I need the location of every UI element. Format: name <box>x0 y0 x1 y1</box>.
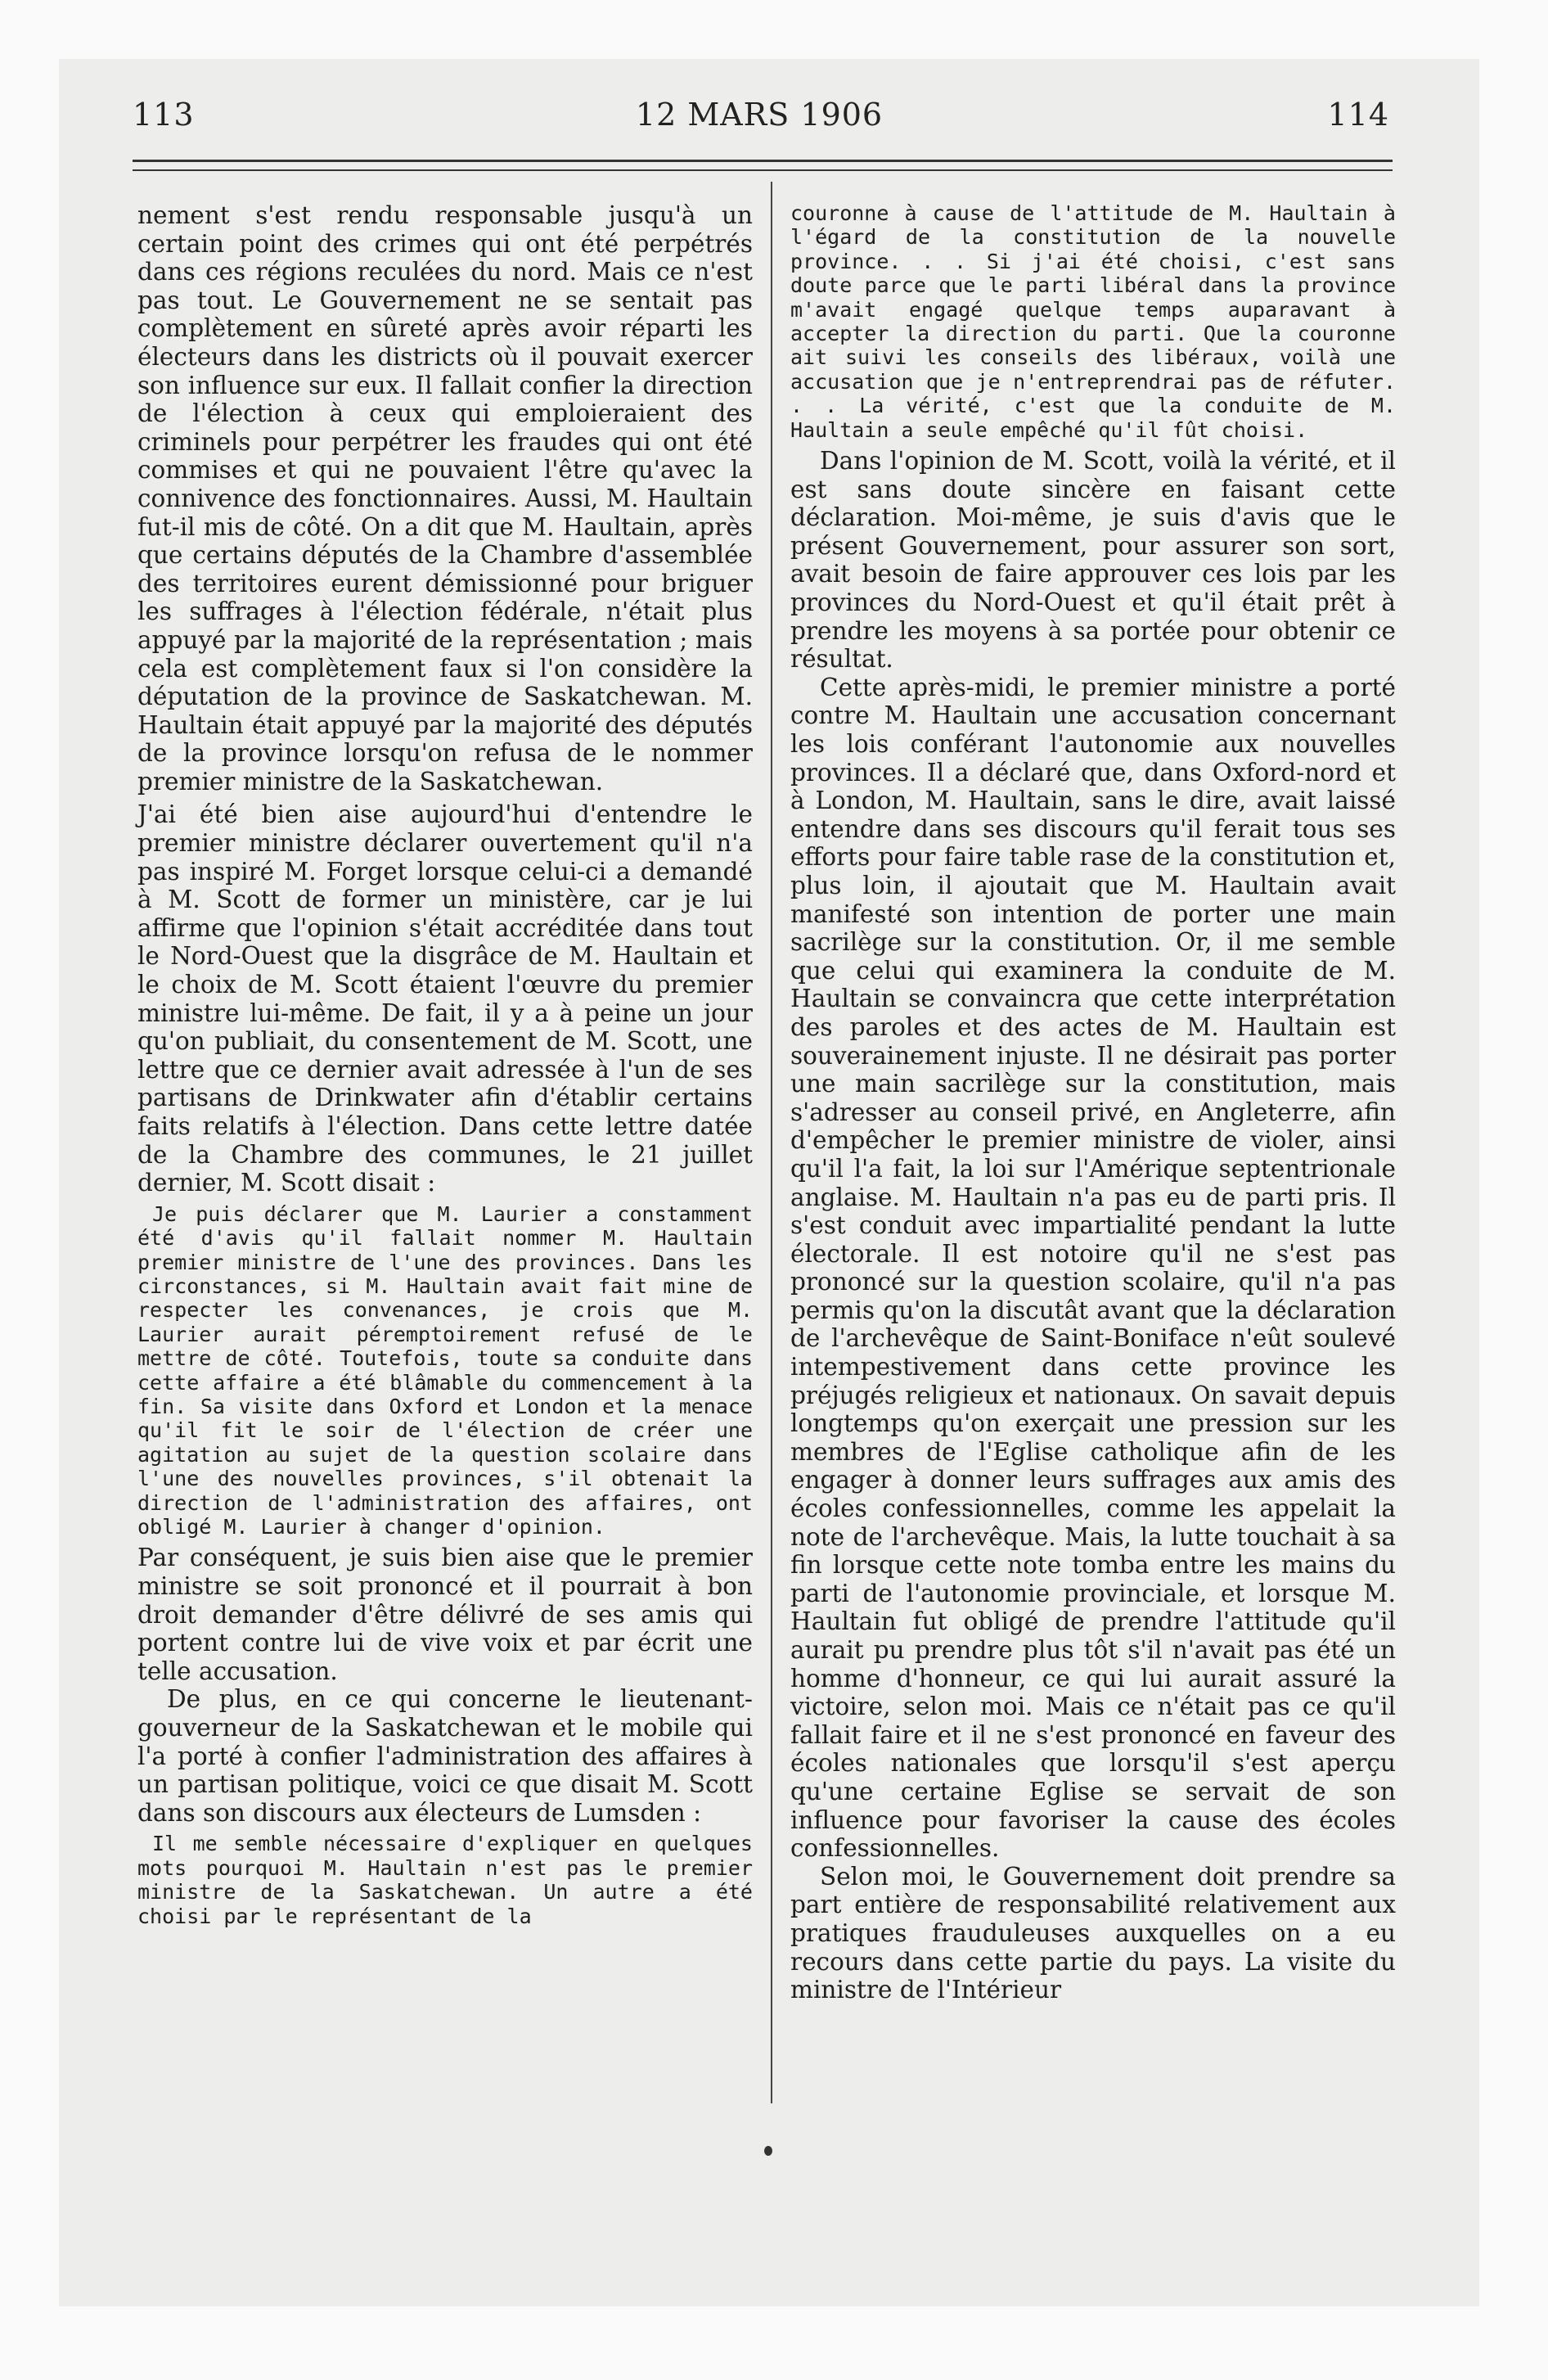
page-header <box>123 97 1396 146</box>
quotation: Il me semble nécessaire d'expliquer en quelques mots pourquoi M. Haultain n'est pas le premier ministre de la Saskatchewan. Un autre a été choisi par le représentant de la <box>137 1832 753 1928</box>
right-column <box>790 201 1396 2004</box>
header-rule-top <box>133 160 1393 162</box>
paragraph: Par conséquent, je suis bien aise que le premier ministre se soit prononcé et il pourrait à bon droit demander d'être délivré de ses amis qui portent contre lui de vive voix et par écrit une telle accusation. <box>137 1544 753 1685</box>
right-page-number: 114 <box>1327 97 1389 133</box>
paragraph: J'ai été bien aise aujourd'hui d'entendre le premier ministre déclarer ouvertement qu'il n'a pas inspiré M. Forget lorsque celui-ci a demandé à M. Scott de former un ministère, car je lui affirme que l'opinion s'était accréditée dans tout le Nord-Ouest que la disgrâce de M. Haultain et le choix de M. Scott étaient l'œuvre du premier ministre lui-même. De fait, il y a à peine un jour qu'on publiait, du consentement de M. Scott, une lettre que ce dernier avait adressée à l'un de ses partisans de Drinkwater afin d'établir certains faits relatifs à l'élection. Dans cette lettre datée de la Chambre des communes, le 21 juillet dernier, M. Scott disait : <box>137 800 753 1197</box>
paragraph: Dans l'opinion de M. Scott, voilà la vérité, et il est sans doute sincère en faisant cette déclaration. Moi-même, je suis d'avis que le présent Gouvernement, pour assurer son sort, avait besoin de faire approuver ces lois par les provinces du Nord-Ouest et qu'il était prêt à prendre les moyens à sa portée pour obtenir ce résultat. <box>790 447 1396 674</box>
quotation: Je puis déclarer que M. Laurier a constamment été d'avis qu'il fallait nommer M. Haultain premier ministre de l'une des provinces. Dans les circonstances, si M. Haultain avait fait mine de respecter les convenances, je crois que M. Laurier aurait péremptoirement refusé de le mettre de côté. Toutefois, toute sa conduite dans cette affaire a été blâmable du commencement à la fin. Sa visite dans Oxford et London et la menace qu'il fit le soir de l'élection de créer une agitation au sujet de la question scolaire dans l'une des nouvelles provinces, s'il obtenait la direction de l'administration des affaires, ont obligé M. Laurier à changer d'opinion. <box>137 1201 753 1539</box>
column-divider <box>771 182 772 2103</box>
left-page-number: 113 <box>133 97 195 133</box>
ink-dot <box>764 2146 772 2156</box>
paragraph: Cette après-midi, le premier ministre a porté contre M. Haultain une accusation concernant les lois conférant l'autonomie aux nouvelles provinces. Il a déclaré que, dans Oxford-nord et à London, M. Haultain, sans le dire, avait laissé entendre dans ses discours qu'il ferait tous ses efforts pour faire table rase de la constitution et, plus loin, il ajoutait que M. Haultain avait manifesté son intention de porter une main sacrilège sur la constitution. Or, il me semble que celui qui examinera la conduite de M. Haultain se convaincra que cette interprétation des paroles et des actes de M. Haultain est souverainement injuste. Il ne désirait pas porter une main sacrilège sur la constitution, mais s'adresser au conseil privé, en Angleterre, afin d'empêcher le premier ministre de violer, ainsi qu'il l'a fait, la loi sur l'Amérique septentrionale anglaise. M. Haultain n'a pas eu de parti pris. Il s'est conduit avec impartialité pendant la lutte électorale. Il est notoire qu'il ne s'est pas prononcé sur la question scolaire, qu'il n'a pas permis qu'on la discutât avant que la déclaration de l'archevêque de Saint-Boniface n'eût soulevé intempestivement dans cette province les préjugés religieux et nationaux. On savait depuis longtemps qu'on exerçait une pression sur les membres de l'Eglise catholique afin de les engager à donner leurs suffrages aux amis des écoles confessionnelles, comme les appelait la note de l'archevêque. Mais, la lutte touchait à sa fin lorsque cette note tomba entre les mains du parti de l'autonomie provinciale, et lorsque M. Haultain fut obligé de prendre l'attitude qu'il aurait pu prendre plus tôt s'il n'avait pas été un homme d'honneur, ce qui lui aurait assuré la victoire, selon moi. Mais ce n'était pas ce qu'il fallait faire et il ne s'est prononcé en faveur des écoles nationales que lorsqu'il s'est aperçu qu'une certaine Eglise se servait de son influence pour favoriser la cause des écoles confessionnelles. <box>790 673 1396 1863</box>
page-date: 12 MARS 1906 <box>635 97 884 133</box>
paragraph: De plus, en ce qui concerne le lieutenant-gouverneur de la Saskatchewan et le mobile qui l'a porté à confier l'administration des affaires à un partisan politique, voici ce que disait M. Scott dans son discours aux électeurs de Lumsden : <box>137 1685 753 1827</box>
quotation: couronne à cause de l'attitude de M. Haultain à l'égard de la constitution de la nouvelle province. . . Si j'ai été choisi, c'est sans doute parce que le parti libéral dans la province m'avait engagé quelque temps auparavant à accepter la direction du parti. Que la couronne ait suivi les conseils des libéraux, voilà une accusation que je n'entreprendrai pas de réfuter. . . La vérité, c'est que la conduite de M. Haultain a seule empêché qu'il fût choisi. <box>790 201 1396 442</box>
header-rule-bottom <box>133 169 1393 171</box>
paragraph: nement s'est rendu responsable jusqu'à un certain point des crimes qui ont été perpétrés dans ces régions reculées du nord. Mais ce n'est pas tout. Le Gouvernement ne se sentait pas complètement en sûreté après avoir réparti les électeurs dans les districts où il pouvait exercer son influence sur eux. Il fallait confier la direction de l'élection à ceux qui emploieraient des criminels pour perpétrer les fraudes qui ont été commises et qui ne pouvaient l'être qu'avec la connivence des fonctionnaires. Aussi, M. Haultain fut-il mis de côté. On a dit que M. Haultain, après que certains députés de la Chambre d'assemblée des territoires eurent démissionné pour briguer les suffrages à l'élection fédérale, n'était plus appuyé par la majorité de la représentation ; mais cela est complètement faux si l'on considère la députation de la province de Saskatchewan. M. Haultain était appuyé par la majorité des députés de la province lorsqu'on refusa de le nommer premier ministre de la Saskatchewan. <box>137 201 753 796</box>
paragraph: Selon moi, le Gouvernement doit prendre sa part entière de responsabilité relativement aux pratiques frauduleuses auxquelles on a eu recours dans cette partie du pays. La visite du ministre de l'Intérieur <box>790 1862 1396 2004</box>
left-column <box>137 201 753 1928</box>
